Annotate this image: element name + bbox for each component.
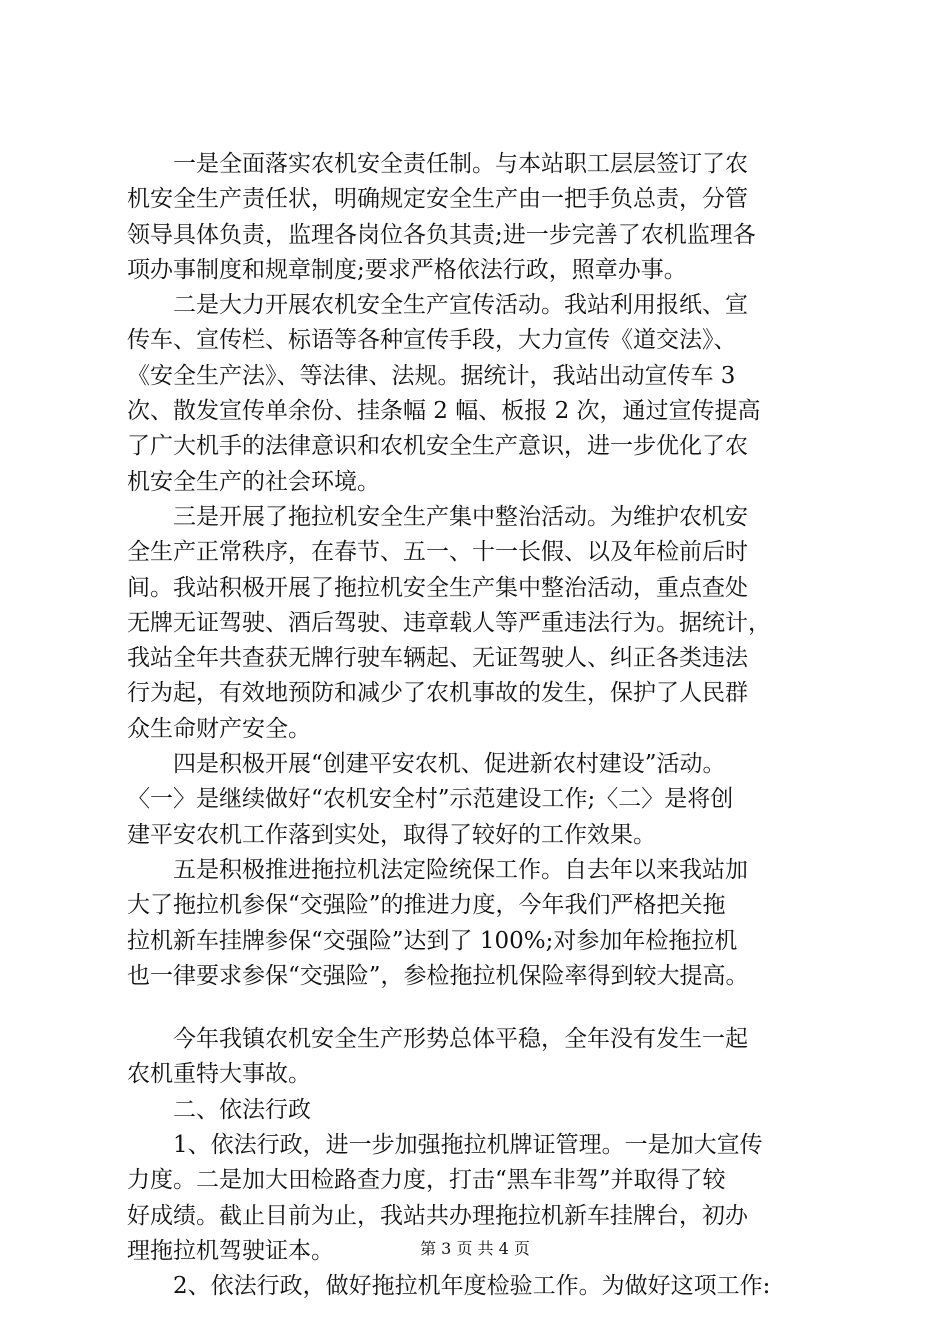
paragraph xyxy=(127,500,847,747)
page-footer xyxy=(0,1239,950,1259)
text-line: 机安全生产的社会环境。 xyxy=(127,468,380,495)
text-line: 农机重特大事故。 xyxy=(127,1061,311,1088)
section-heading xyxy=(127,1093,847,1128)
text-line: 行为起，有效地预防和减少了农机事故的发生，保护了人民群 xyxy=(127,680,748,707)
paragraph xyxy=(127,747,847,853)
text-line: 1、依法行政，进一步加强拖拉机牌证管理。一是加大宣传 xyxy=(173,1132,763,1159)
text-line: 众生命财产安全。 xyxy=(127,715,311,742)
text-line: 间。我站积极开展了拖拉机安全生产集中整治活动，重点查处 xyxy=(127,574,748,601)
document-body xyxy=(127,147,847,1305)
text-line: 拉机新车挂牌参保“交强险”达到了 100%;对参加年检拖拉机 xyxy=(127,927,738,954)
text-line: 一是全面落实农机安全责任制。与本站职工层层签订了农 xyxy=(173,151,748,177)
text-line: 我站全年共查获无牌行驶车辆起、无证驾驶人、纠正各类违法 xyxy=(127,645,748,672)
text-line: 〈一〉是继续做好“农机安全村”示范建设工作;〈二〉是将创 xyxy=(127,786,734,813)
text-line: 传车、宣传栏、标语等各种宣传手段，大力宣传《道交法》、 xyxy=(127,327,737,354)
text-line: 五是积极推进拖拉机法定险统保工作。自去年以来我站加 xyxy=(173,856,748,883)
page-number: 第 3 页 共 4 页 xyxy=(420,1239,530,1258)
paragraph xyxy=(127,147,847,288)
text-line: 大了拖拉机参保“交强险”的推进力度，今年我们严格把关拖 xyxy=(127,892,726,919)
text-line: 领导具体负责，监理各岗位各负其责;进一步完善了农机监理各 xyxy=(127,221,756,248)
text-line: 二、依法行政 xyxy=(173,1096,311,1123)
text-line: 全生产正常秩序，在春节、五一、十一长假、以及年检前后时 xyxy=(127,539,748,566)
text-line: 力度。二是加大田检路查力度，打击“黑车非驾”并取得了较 xyxy=(127,1167,726,1194)
text-line: 了广大机手的法律意识和农机安全生产意识，进一步优化了农 xyxy=(127,433,748,460)
paragraph xyxy=(127,1022,847,1093)
text-line: 三是开展了拖拉机安全生产集中整治活动。为维护农机安 xyxy=(173,503,748,530)
text-line: 《安全生产法》、等法律、法规。据统计，我站出动宣传车 3 xyxy=(127,362,736,389)
paragraph xyxy=(127,853,847,994)
text-line: 机安全生产责任状，明确规定安全生产由一把手负总责，分管 xyxy=(127,186,748,213)
text-line: 次、散发宣传单余份、挂条幅 2 幅、板报 2 次，通过宣传提高 xyxy=(127,398,761,425)
text-line: 理拖拉机驾驶证本。 xyxy=(127,1237,334,1264)
paragraph xyxy=(127,288,847,500)
text-line: 2、依法行政，做好拖拉机年度检验工作。为做好这项工作: xyxy=(173,1273,771,1300)
paragraph xyxy=(127,1269,847,1304)
text-line: 也一律要求参保“交强险”，参检拖拉机保险率得到较大提高。 xyxy=(127,962,749,989)
blank-line xyxy=(127,994,847,1022)
text-line: 二是大力开展农机安全生产宣传活动。我站利用报纸、宣 xyxy=(173,292,748,319)
text-line: 项办事制度和规章制度;要求严格依法行政，照章办事。 xyxy=(127,256,687,283)
text-line: 无牌无证驾驶、酒后驾驶、违章载人等严重违法行为。据统计， xyxy=(127,609,771,636)
text-line: 好成绩。截止目前为止，我站共办理拖拉机新车挂牌台，初办 xyxy=(127,1202,748,1229)
text-line: 四是积极开展“创建平安农机、促进新农村建设”活动。 xyxy=(173,751,726,778)
text-line: 建平安农机工作落到实处，取得了较好的工作效果。 xyxy=(127,821,656,848)
text-line: 今年我镇农机安全生产形势总体平稳，全年没有发生一起 xyxy=(173,1026,748,1053)
